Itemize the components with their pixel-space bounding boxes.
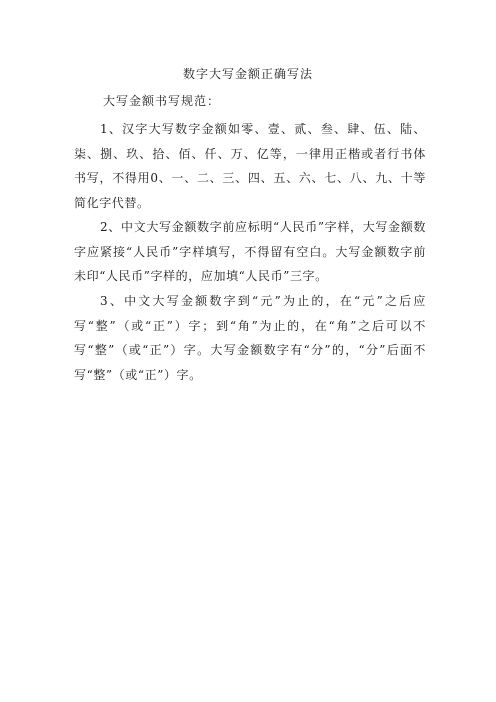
rule-paragraph-1: 1、汉字大写数字金额如零、壹、贰、叁、肆、伍、陆、柒、捌、玖、拾、佰、仟、万、亿等，一律用正楷或者行书体书写，不得用0、一、二、三、四、五、六、七、八、九、十等简化字代替。: [74, 122, 426, 210]
section-subtitle: 大写金额书写规范：: [103, 94, 221, 108]
rule-paragraph-3: 3、中文大写金额数字到“元”为止的，在“元”之后应写“整”（或“正”）字；到“角”为止的，在“角”之后可以不写“整”（或“正”）字。大写金额数字有“分”的，“分”后面不写“整”（或“正”）字。: [74, 294, 426, 382]
document-title: 数字大写金额正确写法: [182, 67, 313, 81]
rule-paragraph-2: 2、中文大写金额数字前应标明“人民币”字样，大写金额数字应紧接“人民币”字样填写，不得留有空白。大写金额数字前未印“人民币”字样的，应加填“人民币”三字。: [74, 220, 426, 283]
